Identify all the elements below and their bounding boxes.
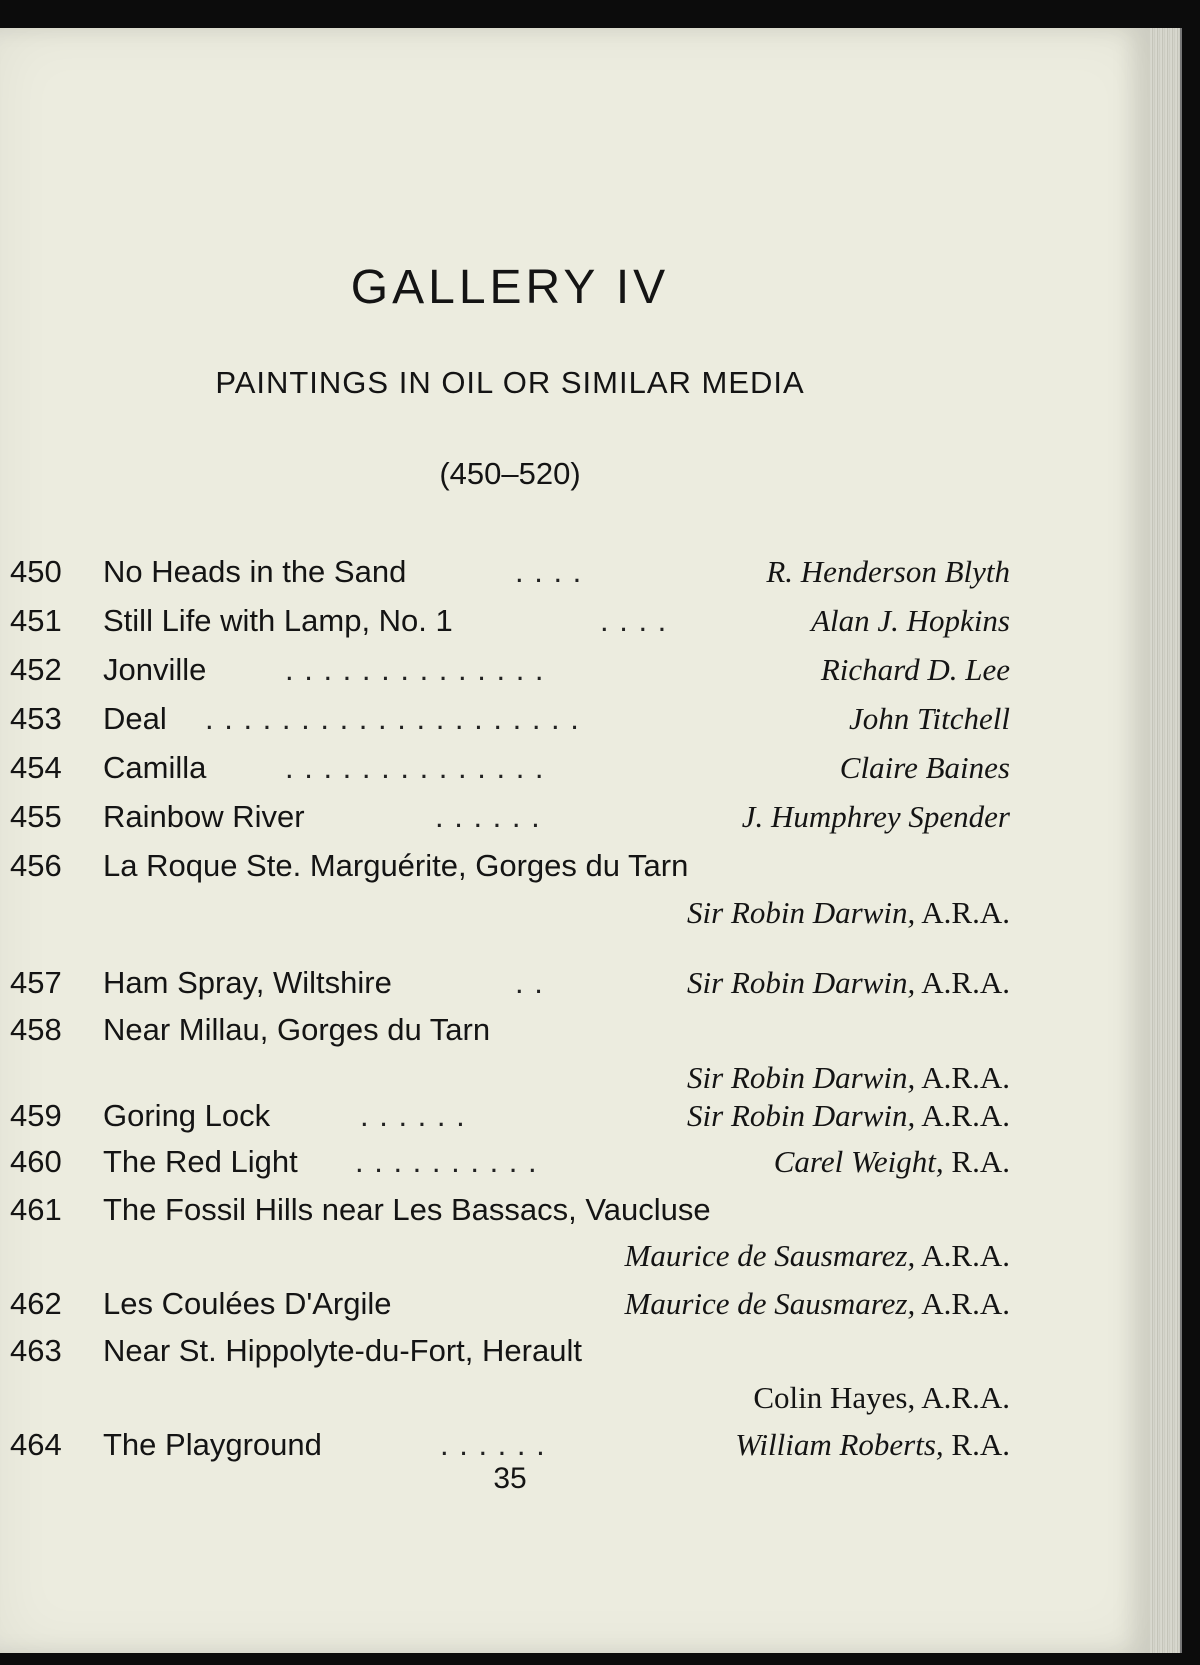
entry-title: The Red Light: [103, 1144, 298, 1179]
leader-dots: . . . . . . . . . .: [355, 1144, 538, 1179]
gallery-title: GALLERY IV: [350, 261, 670, 314]
entry-number: 452: [10, 652, 62, 687]
list-item: [10, 1008, 1010, 1052]
entry-number: 462: [10, 1286, 62, 1321]
leader-dots: . . . .: [600, 603, 668, 638]
artist-name: Sir Robin Darwin,: [687, 1060, 916, 1095]
list-item: [10, 844, 1010, 888]
list-item-continuation: [10, 1376, 1010, 1420]
entry-title: Ham Spray, Wiltshire: [103, 965, 392, 1000]
artist-honours: R.A.: [951, 1144, 1010, 1179]
artist-name: John Titchell: [848, 701, 1010, 736]
artist-name: Maurice de Sausmarez,: [624, 1286, 916, 1321]
entry-artist: [840, 746, 1010, 790]
entry-number: 458: [10, 1012, 62, 1047]
list-item: [10, 1282, 1010, 1326]
list-item: [10, 1094, 1010, 1138]
artist-honours: A.R.A.: [921, 1060, 1010, 1095]
entry-number: 461: [10, 1192, 62, 1227]
artist-name: Sir Robin Darwin,: [687, 1098, 916, 1133]
entry-number: 459: [10, 1098, 62, 1133]
artist-name: Colin Hayes,: [753, 1380, 916, 1415]
artist-honours: A.R.A.: [921, 965, 1010, 1000]
artist-name: Sir Robin Darwin,: [687, 965, 916, 1000]
list-item: [10, 648, 1010, 692]
leader-dots: . . . . . .: [435, 799, 541, 834]
artist-name: Sir Robin Darwin,: [687, 895, 916, 930]
list-item: [10, 1140, 1010, 1184]
entry-title: No Heads in the Sand: [103, 554, 407, 589]
entry-artist: [735, 1423, 1010, 1467]
list-item: [10, 1188, 1010, 1232]
entry-artist: [687, 961, 1010, 1005]
leader-dots: . . . . . .: [440, 1427, 546, 1462]
list-item: [10, 550, 1010, 594]
entry-number: 453: [10, 701, 62, 736]
entry-artist: [766, 550, 1010, 594]
entry-number: 464: [10, 1427, 62, 1462]
list-item: [10, 746, 1010, 790]
entry-title: Jonville: [103, 652, 207, 687]
list-item: [10, 1329, 1010, 1373]
entry-title: The Playground: [103, 1427, 322, 1462]
entry-artist: [774, 1140, 1010, 1184]
entry-number: 457: [10, 965, 62, 1000]
entry-artist: [742, 795, 1010, 839]
entry-title: Camilla: [103, 750, 207, 785]
entry-title: Deal: [103, 701, 167, 736]
entry-title: Near Millau, Gorges du Tarn: [103, 1012, 491, 1047]
entry-artist: [821, 648, 1010, 692]
entry-artist: [687, 1094, 1010, 1138]
entry-number: 455: [10, 799, 62, 834]
list-item: [10, 1423, 1010, 1467]
leader-dots: . . . . . . . . . . . . . . . . . . . .: [205, 701, 580, 736]
entry-artist: [687, 891, 1010, 935]
entry-title: Les Coulées D'Argile: [103, 1286, 392, 1321]
entry-artist: [753, 1376, 1010, 1420]
leader-dots: . .: [515, 965, 544, 1000]
entry-artist: [811, 599, 1010, 643]
section-title: PAINTINGS IN OIL OR SIMILAR MEDIA: [215, 365, 805, 400]
artist-name: R. Henderson Blyth: [766, 554, 1010, 589]
entry-number: 451: [10, 603, 62, 638]
artist-honours: A.R.A.: [921, 1380, 1010, 1415]
list-item: [10, 599, 1010, 643]
entry-number: 460: [10, 1144, 62, 1179]
entry-number: 463: [10, 1333, 62, 1368]
artist-honours: R.A.: [951, 1427, 1010, 1462]
entry-number: 456: [10, 848, 62, 883]
list-item: [10, 697, 1010, 741]
page-number: 35: [493, 1462, 527, 1495]
entry-number: 454: [10, 750, 62, 785]
entry-title: La Roque Ste. Marguérite, Gorges du Tarn: [103, 848, 689, 883]
list-item-continuation: [10, 1234, 1010, 1278]
catalogue-page: [0, 28, 1150, 1653]
leader-dots: . . . . . .: [360, 1098, 466, 1133]
entry-title: The Fossil Hills near Les Bassacs, Vaucluse: [103, 1192, 711, 1227]
artist-name: J. Humphrey Spender: [741, 799, 1010, 834]
leader-dots: . . . . . . . . . . . . . .: [285, 652, 545, 687]
artist-name: Carel Weight,: [773, 1144, 944, 1179]
entry-number: 450: [10, 554, 62, 589]
entry-artist: [625, 1282, 1010, 1326]
artist-honours: A.R.A.: [921, 1238, 1010, 1273]
artist-name: Claire Baines: [839, 750, 1010, 785]
artist-name: Richard D. Lee: [820, 652, 1010, 687]
artist-honours: A.R.A.: [921, 895, 1010, 930]
artist-name: William Roberts,: [735, 1427, 944, 1462]
list-item: [10, 961, 1010, 1005]
artist-honours: A.R.A.: [921, 1286, 1010, 1321]
list-item-continuation: [10, 891, 1010, 935]
number-range: (450–520): [439, 456, 581, 491]
leader-dots: . . . .: [515, 554, 583, 589]
list-item: [10, 795, 1010, 839]
leader-dots: . . . . . . . . . . . . . .: [285, 750, 545, 785]
entry-title: Still Life with Lamp, No. 1: [103, 603, 453, 638]
catalogue-list: [0, 28, 1150, 1528]
artist-name: Maurice de Sausmarez,: [624, 1238, 916, 1273]
entry-artist: [849, 697, 1010, 741]
entry-title: Goring Lock: [103, 1098, 271, 1133]
entry-title: Rainbow River: [103, 799, 305, 834]
entry-artist: [625, 1234, 1010, 1278]
entry-title: Near St. Hippolyte-du-Fort, Herault: [103, 1333, 582, 1368]
artist-honours: A.R.A.: [921, 1098, 1010, 1133]
artist-name: Alan J. Hopkins: [811, 603, 1010, 638]
